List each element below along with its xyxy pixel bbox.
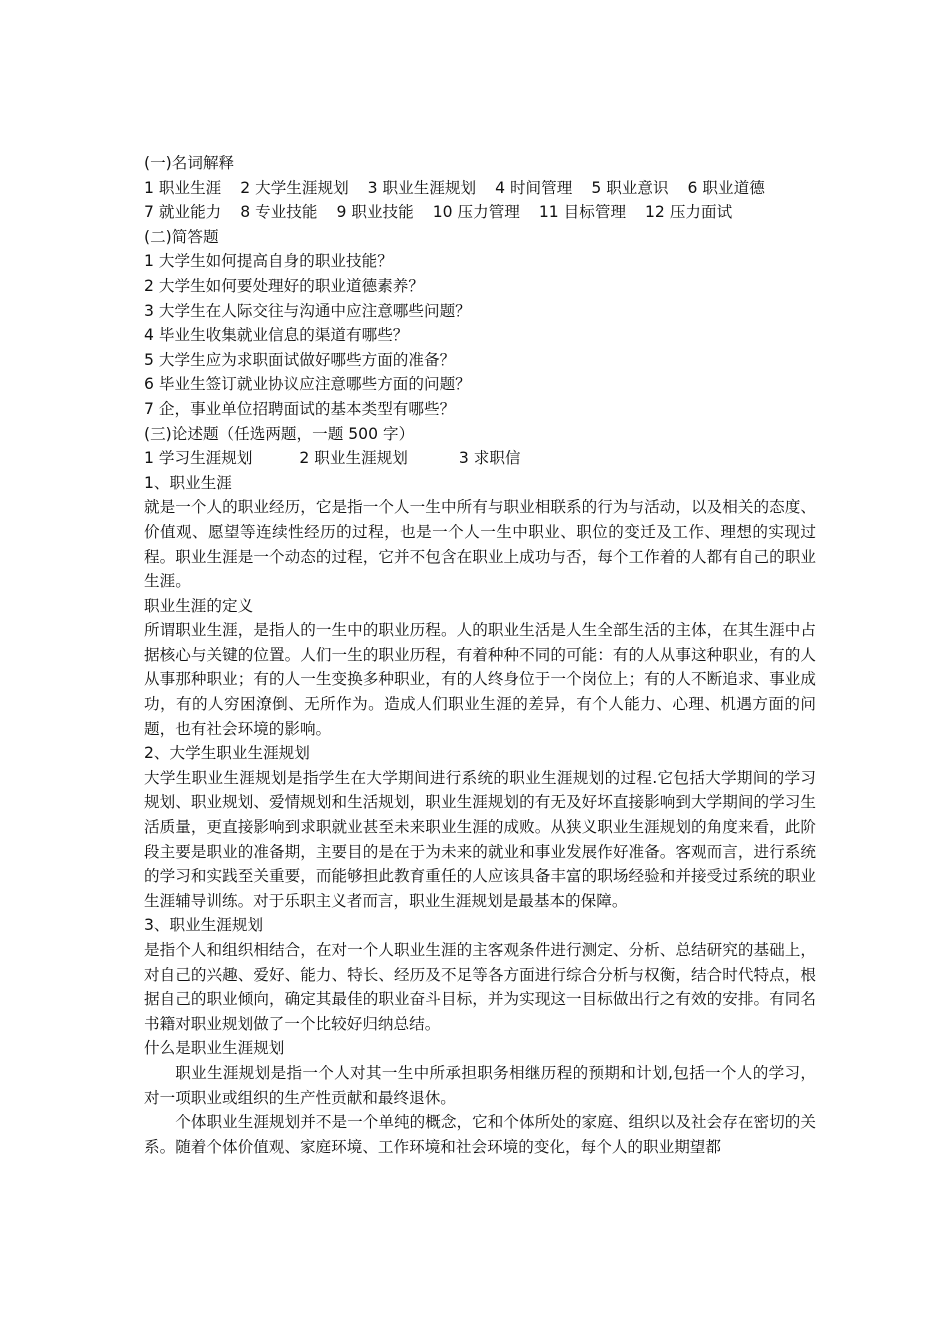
section1-heading: (一)名词解释 — [144, 154, 235, 172]
paragraph-what-is-career-planning: 职业生涯规划是指一个人对其一生中所承担职务相继历程的预期和计划,包括一个人的学习，对一项职业或组织的生产性贡献和最终退休。 — [144, 1063, 816, 1107]
terms-row-1 — [144, 176, 816, 201]
question-item: 2 大学生如何要处理好的职业道德素养？ — [144, 276, 424, 295]
essay-topics — [144, 446, 816, 471]
question-item: 1 大学生如何提高自身的职业技能？ — [144, 252, 393, 271]
subheading-what-is-career-planning: 什么是职业生涯规划 — [144, 1039, 285, 1058]
term-item: 8 专业技能 — [240, 203, 318, 222]
paragraph-student-career-planning: 大学生职业生涯规划是指学生在大学期间进行系统的职业生涯规划的过程.它包括大学期间的学习规划、职业规划、爱情规划和生活规划，职业生涯规划的有无及好坏直接影响到大学期间的学习生活质量，更直接影响到求职就业甚至未来职业生涯的成败。从狭义职业生涯规划的角度来看，此阶段主要是职业的准备期，主要目的是在于为未来的就业和事业发展作好准备。客观而言，进行系统的学习和实践至关重要，而能够担此教育重任的人应该具备丰富的职场经验和并接受过系统的职业生涯辅导训练。对于乐职主义者而言，职业生涯规划是最基本的保障。 — [144, 768, 816, 910]
section2-heading: (二)简答题 — [144, 227, 219, 246]
essay-topic: 3 求职信 — [458, 449, 521, 468]
term-item: 6 职业道德 — [687, 178, 765, 197]
question-item: 6 毕业生签订就业协议应注意哪些方面的问题？ — [144, 375, 471, 394]
question-item: 4 毕业生收集就业信息的渠道有哪些？ — [144, 326, 409, 345]
question-item: 7 企，事业单位招聘面试的基本类型有哪些？ — [144, 399, 456, 418]
question-item: 3 大学生在人际交往与沟通中应注意哪些问题？ — [144, 301, 471, 320]
subheading-career-definition: 职业生涯的定义 — [144, 596, 254, 615]
term-item: 1 职业生涯 — [144, 178, 222, 197]
subheading-career-planning: 3、职业生涯规划 — [144, 916, 264, 935]
term-item: 5 职业意识 — [591, 178, 669, 197]
term-item: 4 时间管理 — [495, 178, 573, 197]
term-item: 9 职业技能 — [336, 203, 414, 222]
paragraph-career-definition: 所谓职业生涯，是指人的一生中的职业历程。人的职业生活是人生全部生活的主体，在其生涯中占据核心与关键的位置。人们一生的职业历程，有着种种不同的可能：有的人从事这种职业，有的人从事那种职业；有的人一生变换多种职业，有的人终身位于一个岗位上；有的人不断追求、事业成功，有的人穷困潦倒、无所作为。造成人们职业生涯的差异，有个人能力、心理、机遇方面的问题，也有社会环境的影响。 — [144, 621, 816, 738]
paragraph-career: 就是一个人的职业经历，它是指一个人一生中所有与职业相联系的行为与活动，以及相关的态度、价值观、愿望等连续性经历的过程，也是一个人一生中职业、职位的变迁及工作、理想的实现过程。职业生涯是一个动态的过程，它并不包含在职业上成功与否，每个工作着的人都有自己的职业生涯。 — [144, 498, 816, 591]
term-item: 3 职业生涯规划 — [367, 178, 477, 197]
essay-topic: 2 职业生涯规划 — [299, 449, 408, 468]
question-item: 5 大学生应为求职面试做好哪些方面的准备？ — [144, 350, 456, 369]
subheading-student-career-planning: 2、大学生职业生涯规划 — [144, 744, 310, 763]
term-item: 7 就业能力 — [144, 203, 222, 222]
term-item: 10 压力管理 — [432, 203, 520, 222]
term-item: 12 压力面试 — [645, 203, 733, 222]
terms-row-2 — [144, 200, 816, 225]
essay-topic: 1 学习生涯规划 — [144, 449, 253, 468]
subheading-career: 1、职业生涯 — [144, 473, 232, 492]
term-item: 2 大学生涯规划 — [240, 178, 349, 197]
term-item: 11 目标管理 — [538, 203, 627, 222]
paragraph-individual-career-planning: 个体职业生涯规划并不是一个单纯的概念，它和个体所处的家庭、组织以及社会存在密切的关系。随着个体价值观、家庭环境、工作环境和社会环境的变化，每个人的职业期望都 — [144, 1113, 816, 1156]
section3-heading: (三)论述题（任选两题，一题 500 字） — [144, 424, 415, 443]
document-content — [144, 151, 816, 1159]
paragraph-career-planning: 是指个人和组织相结合，在对一个人职业生涯的主客观条件进行测定、分析、总结研究的基础上，对自己的兴趣、爱好、能力、特长、经历及不足等各方面进行综合分析与权衡，结合时代特点，根据自己的职业倾向，确定其最佳的职业奋斗目标，并为实现这一目标做出行之有效的安排。有同名书籍对职业规划做了一个比较好归纳总结。 — [144, 941, 816, 1033]
